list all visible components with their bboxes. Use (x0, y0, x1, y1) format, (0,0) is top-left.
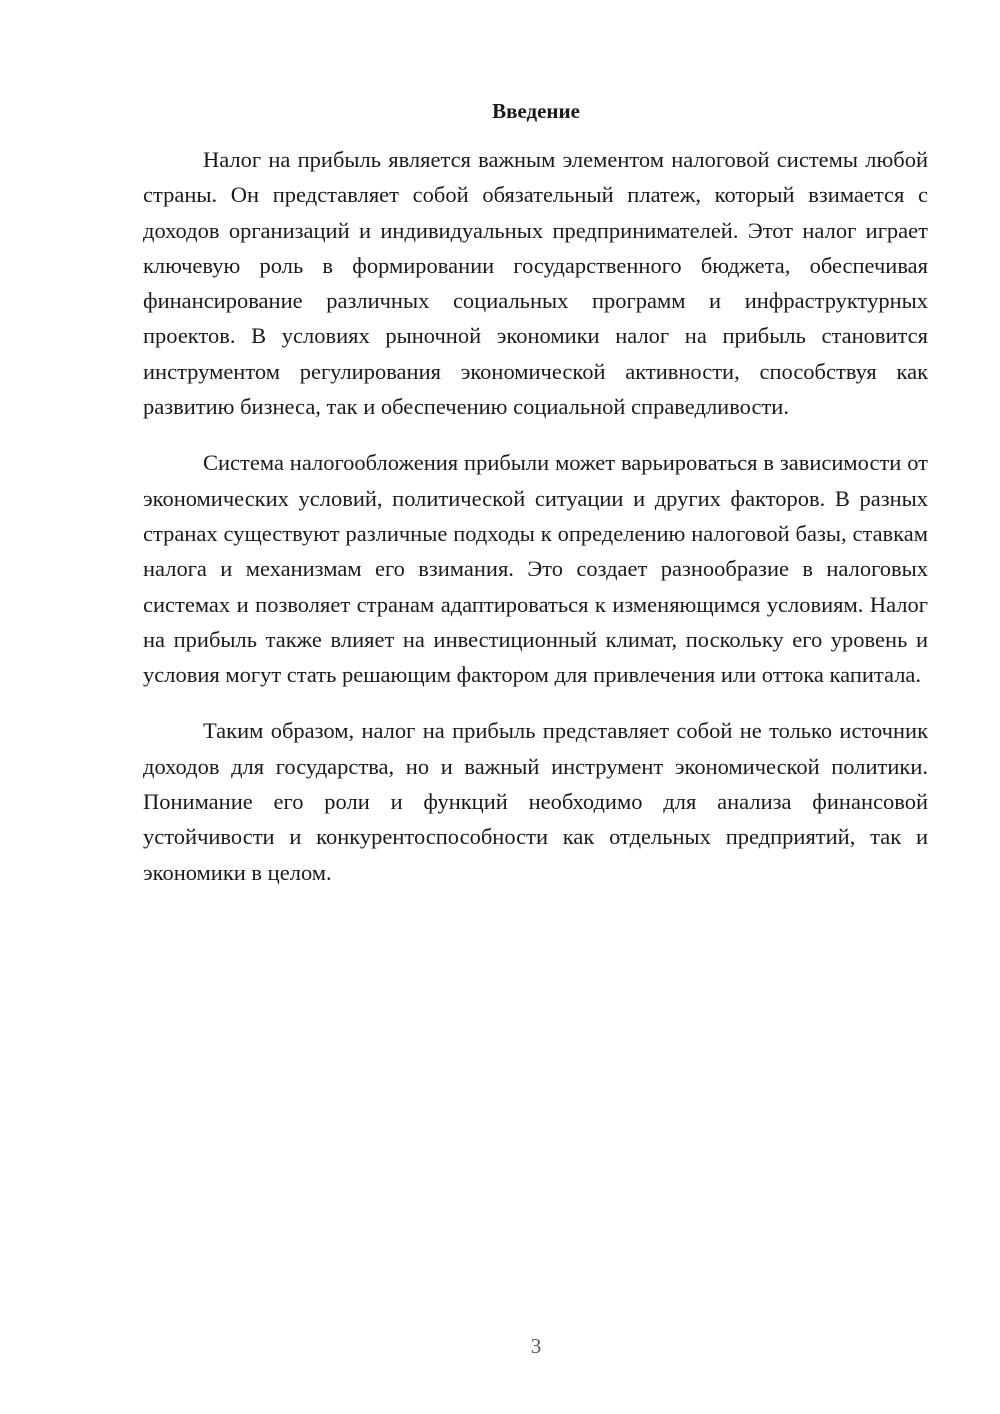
body-text (143, 142, 928, 911)
section-title: Введение (492, 99, 580, 123)
paragraph-3: Таким образом, налог на прибыль представляет собой не только источник доходов для государства, но и важный инструмент экономической политики. Понимание его роли и функций необходимо для анализа финансовой устойчивости и конкурентоспособности как отдельных предприятий, так и экономики в целом. (143, 718, 928, 885)
paragraph-2: Система налогообложения прибыли может варьироваться в зависимости от экономических условий, политической ситуации и других факторов. В разных странах существуют различные подходы к определению налоговой базы, ставкам налога и механизмам его взимания. Это создает разнообразие в налоговых системах и позволяет странам адаптироваться к изменяющимся условиям. Налог на прибыль также влияет на инвестиционный климат, поскольку его уровень и условия могут стать решающим фактором для привлечения или оттока капитала. (143, 450, 928, 688)
paragraph-1: Налог на прибыль является важным элементом налоговой системы любой страны. Он представляет собой обязательный платеж, который взимается с доходов организаций и индивидуальных предпринимателей. Этот налог играет ключевую роль в формировании государственного бюджета, обеспечивая финансирование различных социальных программ и инфраструктурных проектов. В условиях рыночной экономики налог на прибыль становится инструментом регулирования экономической активности, способствуя как развитию бизнеса, так и обеспечению социальной справедливости. (143, 147, 928, 420)
page-number: 3 (530, 1334, 542, 1358)
